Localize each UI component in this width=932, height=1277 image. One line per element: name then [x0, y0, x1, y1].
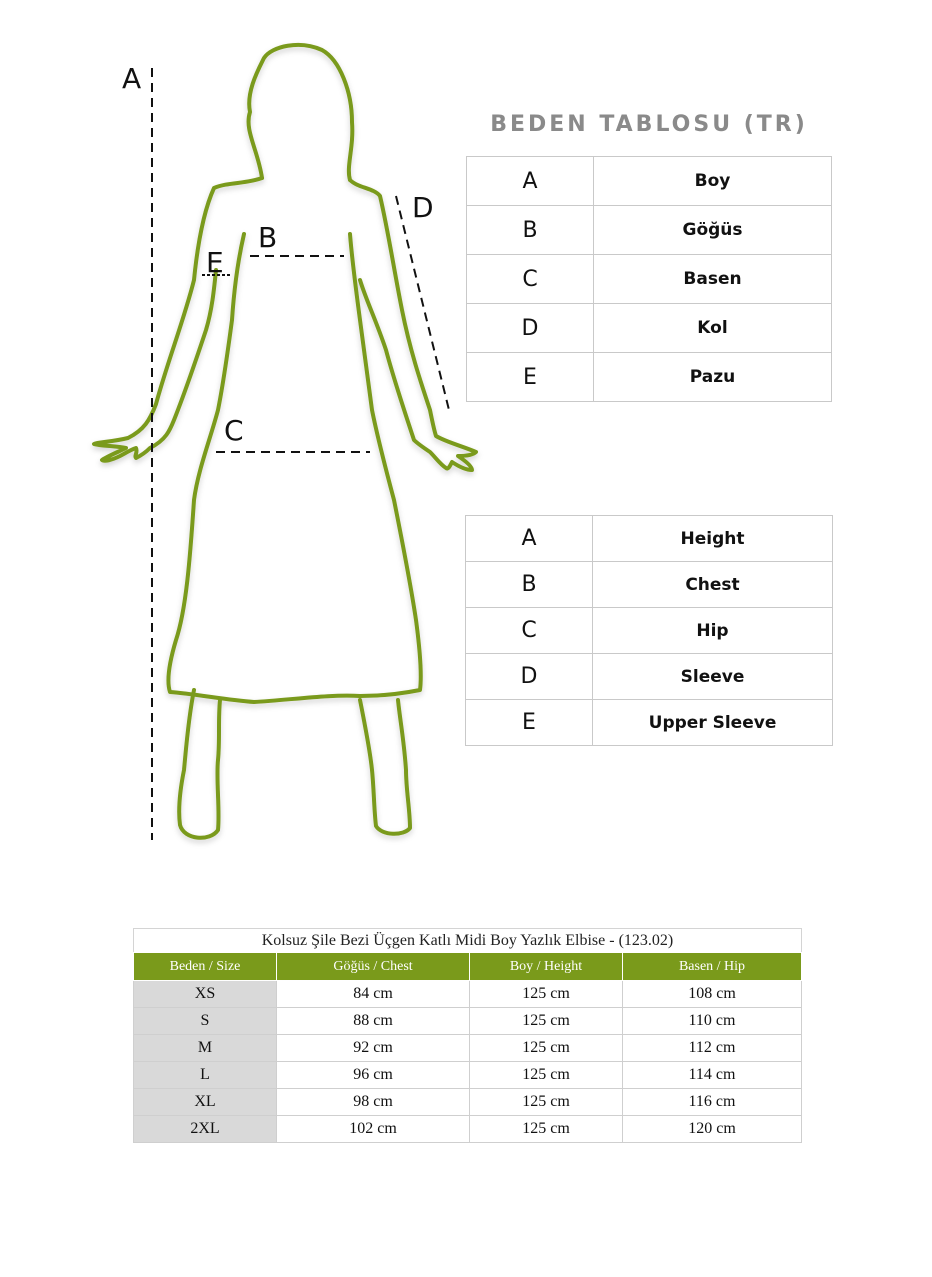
size-cell: XL	[134, 1089, 277, 1116]
silhouette-head	[249, 45, 353, 180]
table-row	[134, 1116, 802, 1143]
table-row	[134, 1089, 802, 1116]
legend-code: A	[467, 157, 594, 206]
height-cell: 125 cm	[470, 1089, 623, 1116]
hip-cell: 114 cm	[623, 1062, 802, 1089]
legend-name: Upper Sleeve	[593, 700, 833, 746]
column-header-hip: Basen / Hip	[623, 953, 802, 981]
table-row	[467, 304, 832, 353]
hip-cell: 108 cm	[623, 981, 802, 1008]
size-chart-table	[133, 928, 802, 1143]
height-cell: 125 cm	[470, 1116, 623, 1143]
legend-name: Sleeve	[593, 654, 833, 700]
column-header-chest: Göğüs / Chest	[277, 953, 470, 981]
table-row	[134, 981, 802, 1008]
legend-code: A	[466, 516, 593, 562]
chest-cell: 92 cm	[277, 1035, 470, 1062]
table-row	[467, 255, 832, 304]
hip-cell: 116 cm	[623, 1089, 802, 1116]
legend-name: Kol	[594, 304, 832, 353]
legend-table-tr	[466, 156, 832, 402]
legend-table-en	[465, 515, 833, 746]
label-a: A	[122, 62, 142, 95]
hip-cell: 120 cm	[623, 1116, 802, 1143]
label-c: C	[224, 414, 244, 447]
label-e: E	[206, 246, 224, 279]
table-row	[466, 562, 833, 608]
measurement-figure	[0, 0, 520, 880]
legend-name: Chest	[593, 562, 833, 608]
label-b: B	[258, 221, 278, 254]
table-row	[466, 608, 833, 654]
silhouette-left-leg	[179, 690, 220, 838]
size-cell: M	[134, 1035, 277, 1062]
height-cell: 125 cm	[470, 981, 623, 1008]
chest-cell: 98 cm	[277, 1089, 470, 1116]
column-header-height: Boy / Height	[470, 953, 623, 981]
table-row	[467, 157, 832, 206]
legend-code: C	[466, 608, 593, 654]
legend-code: B	[467, 206, 594, 255]
legend-name: Pazu	[594, 353, 832, 402]
hip-cell: 112 cm	[623, 1035, 802, 1062]
page-title: BEDEN TABLOSU (TR)	[490, 112, 808, 137]
table-row	[467, 353, 832, 402]
table-row	[466, 700, 833, 746]
chest-cell: 88 cm	[277, 1008, 470, 1035]
legend-name: Boy	[594, 157, 832, 206]
table-row	[134, 1008, 802, 1035]
table-row	[134, 1062, 802, 1089]
dress-silhouette-illustration	[0, 0, 520, 880]
silhouette-left-inner	[168, 234, 360, 702]
table-header-row	[134, 953, 802, 981]
silhouette-right-leg	[360, 700, 410, 834]
chest-cell: 96 cm	[277, 1062, 470, 1089]
height-cell: 125 cm	[470, 1035, 623, 1062]
size-cell: L	[134, 1062, 277, 1089]
legend-code: B	[466, 562, 593, 608]
size-cell: 2XL	[134, 1116, 277, 1143]
legend-code: C	[467, 255, 594, 304]
table-row	[466, 516, 833, 562]
size-table-caption: Kolsuz Şile Bezi Üçgen Katlı Midi Boy Yazlık Elbise - (123.02)	[133, 928, 802, 952]
height-cell: 125 cm	[470, 1062, 623, 1089]
hip-cell: 110 cm	[623, 1008, 802, 1035]
legend-code: D	[466, 654, 593, 700]
chest-cell: 84 cm	[277, 981, 470, 1008]
label-d: D	[412, 191, 434, 224]
table-row	[134, 1035, 802, 1062]
table-row	[466, 654, 833, 700]
size-cell: S	[134, 1008, 277, 1035]
legend-name: Hip	[593, 608, 833, 654]
sleeve-dashed-line	[396, 191, 450, 414]
legend-code: D	[467, 304, 594, 353]
size-cell: XS	[134, 981, 277, 1008]
legend-name: Basen	[594, 255, 832, 304]
legend-code: E	[467, 353, 594, 402]
height-cell: 125 cm	[470, 1008, 623, 1035]
column-header-size: Beden / Size	[134, 953, 277, 981]
legend-name: Height	[593, 516, 833, 562]
table-row	[467, 206, 832, 255]
legend-code: E	[466, 700, 593, 746]
chest-cell: 102 cm	[277, 1116, 470, 1143]
legend-name: Göğüs	[594, 206, 832, 255]
silhouette-right-inner	[350, 234, 421, 696]
